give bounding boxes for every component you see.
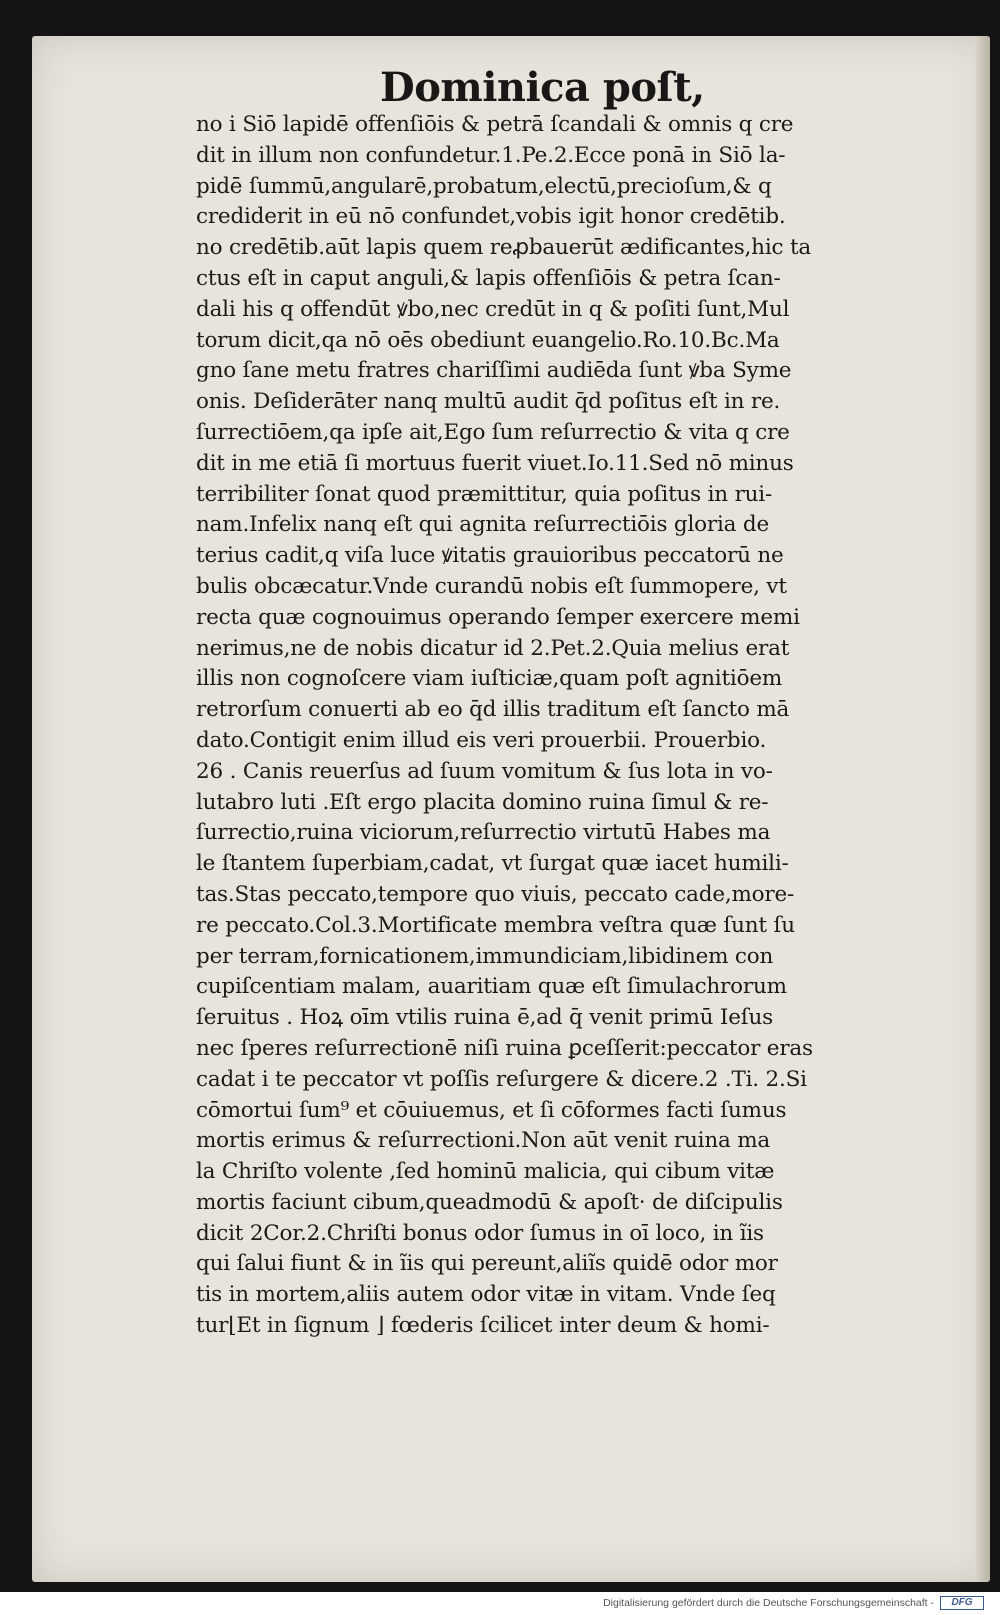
text-line: no credētib.aūt lapis quem reꝓbauerūt ædificantes,hic ta <box>196 235 812 261</box>
text-line: dato.Contigit enim illud eis veri prouerbii. Prouerbio. <box>196 727 767 753</box>
text-line: le ſtantem ſuperbiam,cadat, vt ſurgat quæ iacet humili- <box>196 851 789 877</box>
dfg-logo: DFG <box>940 1596 984 1610</box>
text-line: ſeruitus . Hoꝝ oīm vtilis ruina ē,ad q̄ venit primū Ieſus <box>196 1005 773 1031</box>
text-line: crediderit in eū nō confundet,vobis igit honor credētib. <box>196 204 786 230</box>
text-line: lutabro luti .Eſt ergo placita domino ruina ſimul & re- <box>196 789 769 815</box>
text-line: ſurrectio,ruina viciorum,reſurrectio virtutū Habes ma <box>196 820 771 846</box>
text-line: nam.Infelix nanq eſt qui agnita reſurrectiōis gloria de <box>196 512 770 538</box>
text-line: cōmortui ſum⁹ et cōuiuemus, et ſi cōformes facti ſumus <box>196 1097 787 1123</box>
text-line: dicit 2Cor.2.Chriſti bonus odor ſumus in oī loco, in ĩis <box>196 1220 764 1246</box>
text-line: illis non cognoſcere viam iuſticiæ,quam poſt agnitiōem <box>196 666 783 692</box>
text-line: tis in mortem,aliis autem odor vitæ in vitam. Vnde ſeq <box>196 1282 776 1308</box>
text-line: terius cadit,q viſa luce ꝟitatis grauioribus peccatorū ne <box>196 543 784 569</box>
text-line: dit in illum non confundetur.1.Pe.2.Ecce ponā in Siō la- <box>196 142 786 168</box>
body-text <box>196 110 932 1342</box>
text-line: no i Siō lapidē offenſiōis & petrā ſcandali & omnis q cre <box>196 112 794 137</box>
footer-credit: Digitalisierung gefördert durch die Deutsche Forschungsgemeinschaft - <box>603 1597 934 1609</box>
text-line: tur⌊Et in ſignum ⌋ fœderis ſcilicet inter deum & homi- <box>196 1313 770 1339</box>
text-line: terribiliter ſonat quod præmittitur, quia poſitus in rui- <box>196 481 773 507</box>
page-edge <box>976 36 990 1582</box>
digitization-footer <box>0 1592 1000 1615</box>
text-line: mortis faciunt cibum,queadmodū & apoſt· de diſcipulis <box>196 1189 783 1215</box>
text-line: qui ſalui fiunt & in ĩis qui pereunt,aliĩs quidē odor mor <box>196 1251 778 1277</box>
text-line: la Chriſto volente ,ſed hominū malicia, qui cibum vitæ <box>196 1159 775 1185</box>
text-line: re peccato.Col.3.Mortificate membra veſtra quæ ſunt ſu <box>196 912 795 938</box>
text-line: tas.Stas peccato,tempore quo viuis, peccato cade,more- <box>196 881 795 907</box>
running-title: Dominica poſt, <box>380 64 705 111</box>
text-line: 26 . Canis reuerſus ad ſuum vomitum & ſus lota in vo- <box>196 758 773 784</box>
text-line: nerimus,ne de nobis dicatur id 2.Pet.2.Quia melius erat <box>196 635 790 661</box>
text-line: bulis obcæcatur.Vnde curandū nobis eſt ſummopere, vt <box>196 573 787 599</box>
text-line: torum dicit,qa nō oēs obediunt euangelio.Ro.10.Bc.Ma <box>196 327 780 353</box>
text-line: cupiſcentiam malam, auaritiam quæ eſt ſimulachrorum <box>196 974 787 1000</box>
text-line: dali his q offendūt ꝟbo,nec credūt in q & poſiti ſunt,Mul <box>196 296 790 322</box>
text-line: gno ſane metu fratres chariſſimi audiēda ſunt ꝟba Syme <box>196 358 792 384</box>
text-line: dit in me etiā ſi mortuus fuerit viuet.Io.11.Sed nō minus <box>196 450 794 476</box>
text-line: ctus eſt in caput anguli,& lapis offenſiōis & petra ſcan- <box>196 265 781 291</box>
text-line: nec ſperes reſurrectionē niſi ruina ꝑceſſerit:peccator eras <box>196 1035 813 1061</box>
text-line: per terram,fornicationem,immundiciam,libidinem con <box>196 943 774 969</box>
text-line: pidē ſummū,angularē,probatum,electū,precioſum,& q <box>196 173 772 199</box>
text-line: onis. Deſiderāter nanq multū audit q̄d poſitus eſt in re. <box>196 389 781 415</box>
text-line: recta quæ cognouimus operando ſemper exercere memi <box>196 604 800 630</box>
text-line: retrorſum conuerti ab eo q̄d illis traditum eſt ſancto mā <box>196 697 790 723</box>
text-line: ſurrectiōem,qa ipſe ait,Ego ſum reſurrectio & vita q cre <box>196 419 790 445</box>
text-line: mortis erimus & reſurrectioni.Non aūt venit ruina ma <box>196 1128 771 1154</box>
text-line: cadat i te peccator vt poſſis reſurgere & dicere.2 .Ti. 2.Si <box>196 1066 807 1092</box>
